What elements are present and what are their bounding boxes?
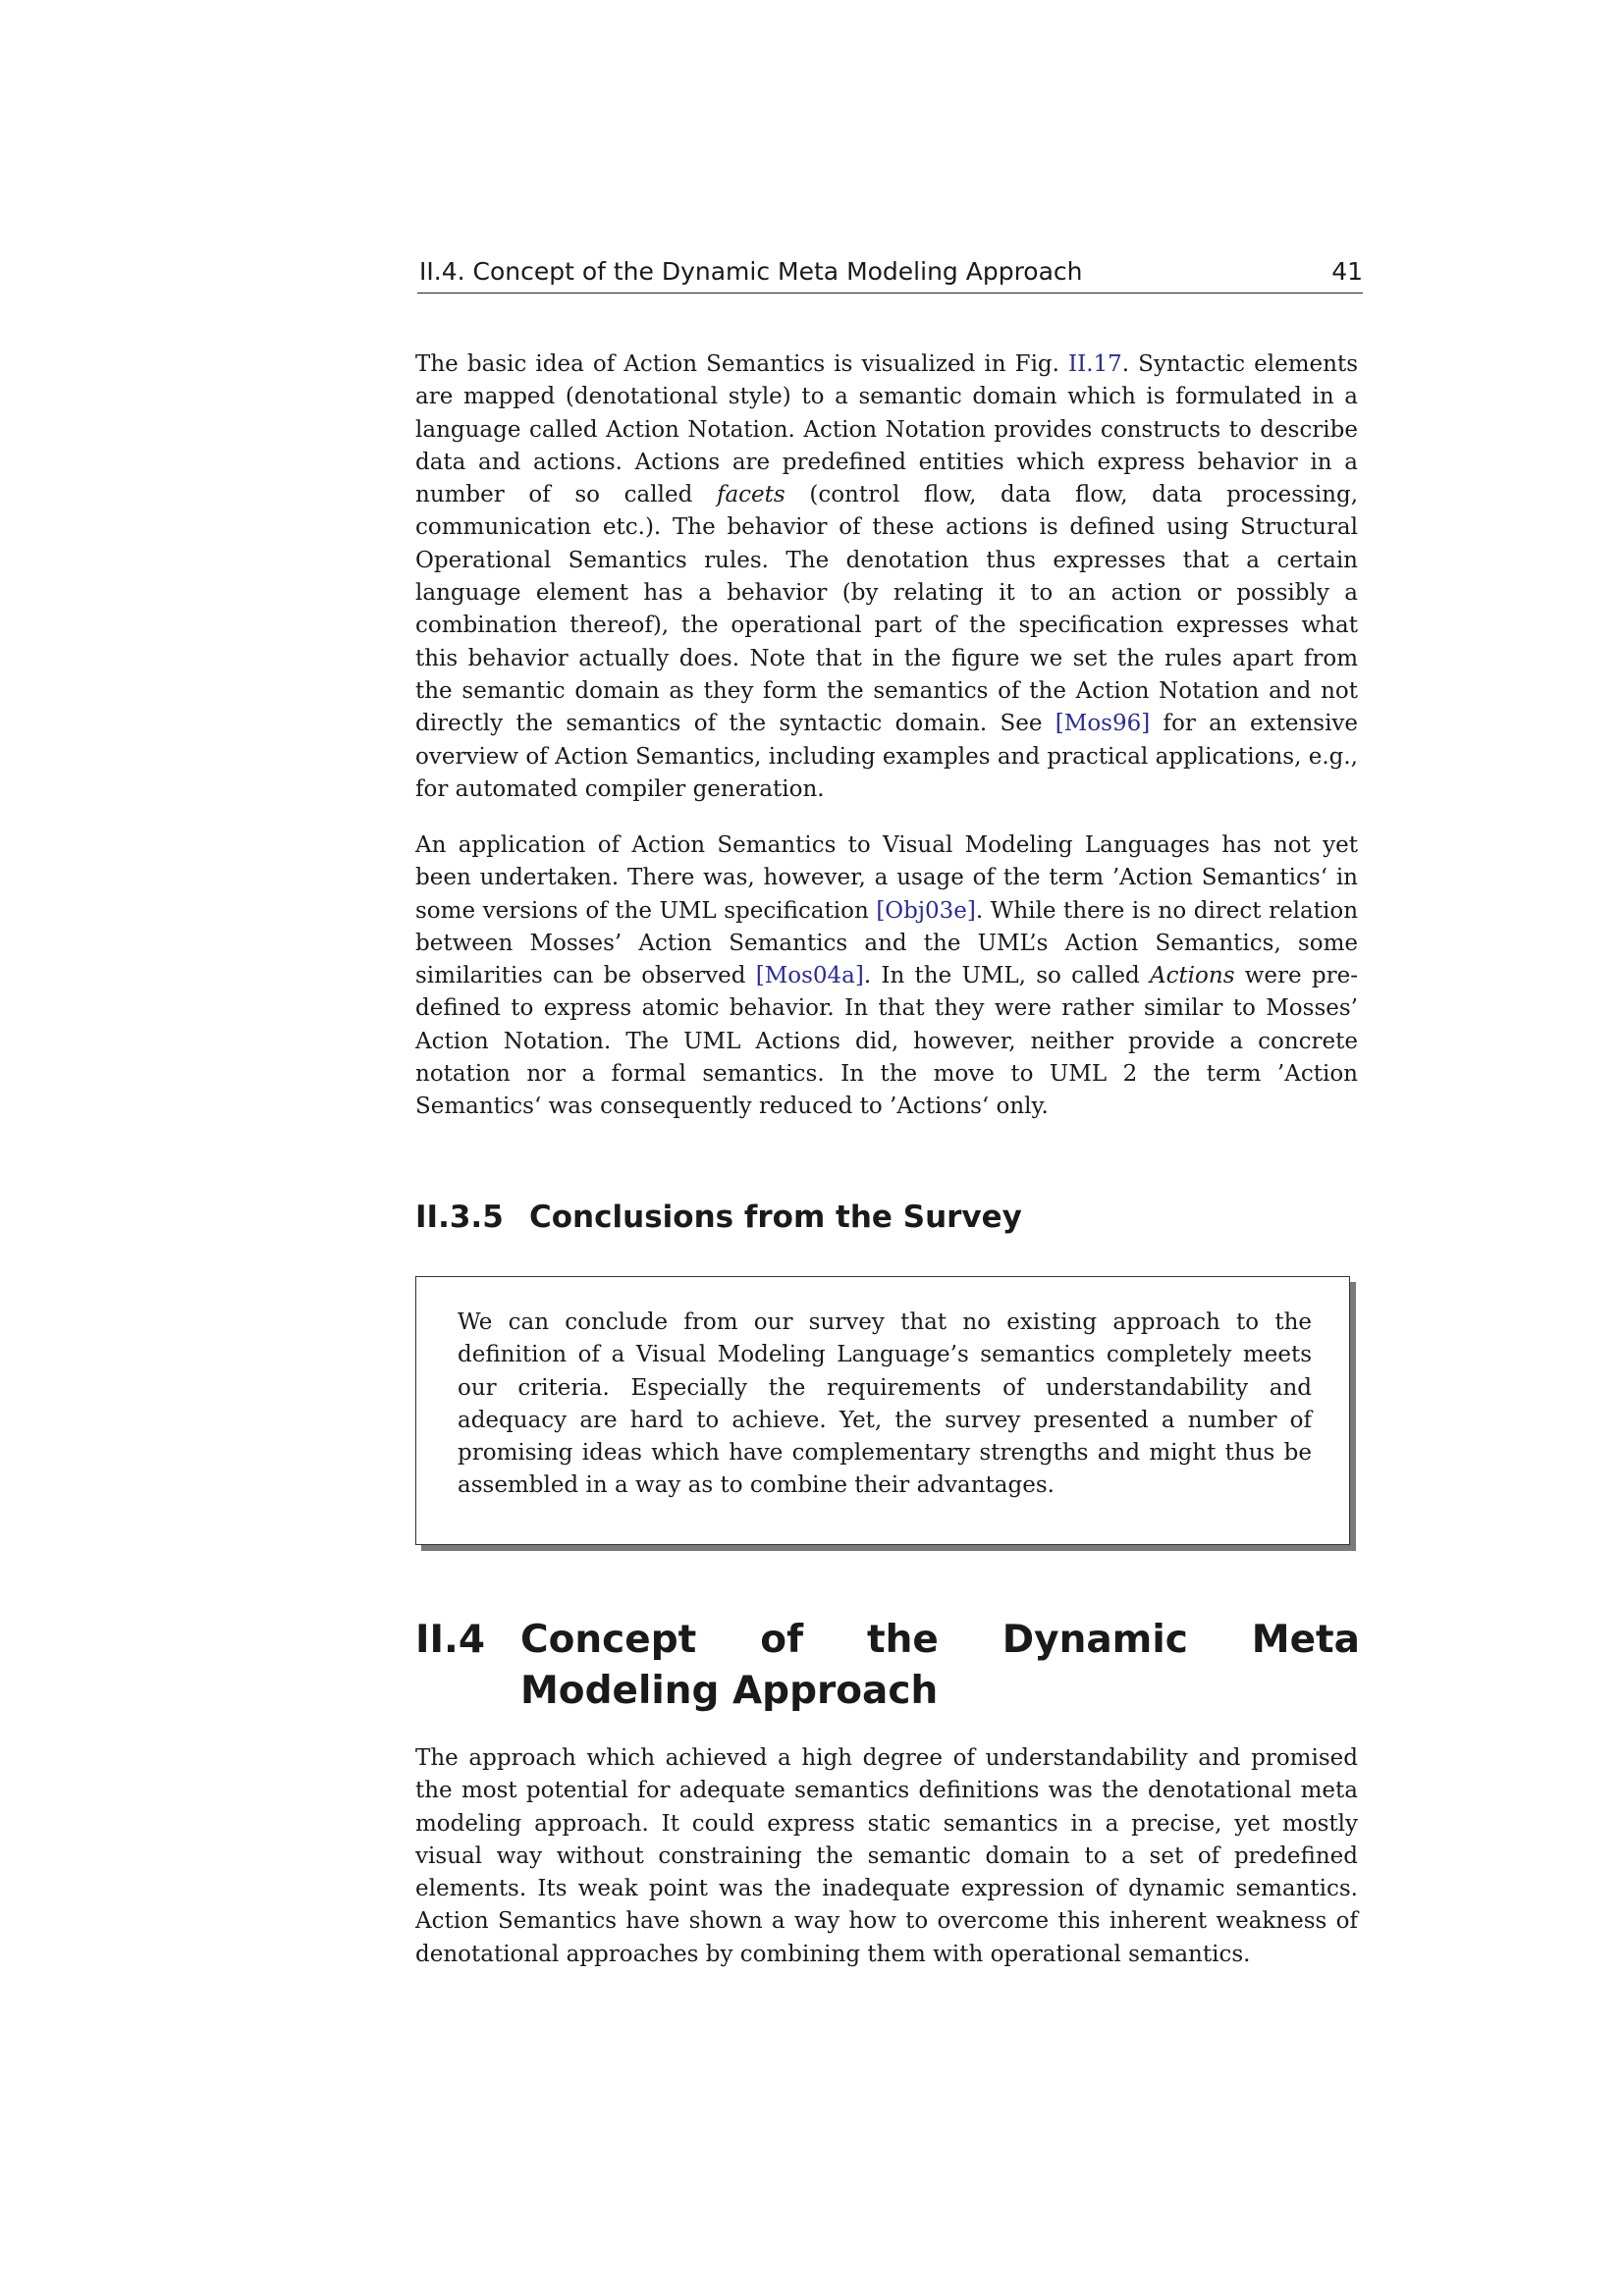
para1-text-2: . Syntactic elements are mapped (denotational style) to a semantic domain which is formulated in a language called Action Notation. Action Notation provides constructs to describe data and actions. Actions are predefined entities which express behavior in a number of so called [415,351,1359,508]
conclusion-box [415,1276,1350,1545]
actions-term: Actions [1149,963,1235,989]
paragraph-dmm-approach: The approach which achieved a high degree of understandability and promised the most potential for adequate semantics definitions was the denotational meta modeling approach. It could express static semantics in a precise, yet mostly visual way without constraining the semantic domain to a set of predefined elements. Its weak point was the inadequate expression of dynamic semantics. Action Semantics have shown a way how to overcome this inherent weakness of denotational approaches by combining them with operational semantics. [415,1745,1358,1967]
citation-mos04a-link[interactable]: [Mos04a] [755,963,864,989]
conclusion-text: We can conclude from our survey that no existing approach to the definition of a Visual Modeling Language’s semantics completely meets our criteria. Especially the requirements of understandability and adequacy are hard to achieve. Yet, the survey presented a number of promising ideas which have complementary strengths and might thus be assembled in a way as to combine their advantages. [458,1309,1312,1499]
subsection-heading [415,1198,1022,1237]
section-number: II.4 [415,1618,485,1662]
paragraph-action-semantics-idea [415,348,1358,806]
para1-text-4: for an extensive overview of Action Semantics, including examples and practical applications, e.g., for automated compiler generation. [415,711,1359,802]
paragraph-action-semantics-vml [415,829,1358,1124]
citation-obj03e-link[interactable]: [Obj03e] [876,897,976,924]
section-title: Concept of the Dynamic Meta Modeling Approach [520,1618,1360,1713]
para2-text-1: An application of Action Semantics to Visual Modeling Languages has not yet been undertaken. There was, however, a usage of the term ’Action Semantics‘ in some versions of the UML specification [415,832,1358,924]
para2-text-4: were pre-defined to express atomic behavior. In that they were rather similar to Mosses’ Action Notation. The UML Actions did, however, neither provide a concrete notation nor a formal semantics. In the move to UML 2 the term ’Action Semantics‘ was consequently reduced to ’Actions‘ only. [415,963,1358,1120]
figure-reference-link[interactable]: II.17 [1068,351,1122,377]
para2-text-3: . In the UML, so called [863,963,1140,989]
page-number: 41 [1331,257,1363,286]
para1-text-3: (control flow, data flow, data processing, communication etc.). The behavior of these actions is defined using Structural Operational Semantics rules. The denotation thus expresses that a certain language element has a behavior (by relating it to an action or possibly a combination thereof), the operational part of the specification expresses what this behavior actually does. Note that in the figure we set the rules apart from the semantic domain as they form the semantics of the Action Notation and not directly the semantics of the syntactic domain. See [415,482,1359,737]
citation-mos96-link[interactable]: [Mos96] [1055,711,1151,737]
running-header [417,257,1363,294]
para1-text-1: The basic idea of Action Semantics is visualized in Fig. [415,351,1059,377]
section-heading [415,1615,1360,1717]
subsection-number: II.3.5 [415,1200,504,1235]
running-title: II.4. Concept of the Dynamic Meta Modeling Approach [419,257,1083,286]
para2-text-2: . While there is no direct relation between Mosses’ Action Semantics and the UML’s Action Semantics, some similarities can be observed [415,897,1359,989]
facets-term: facets [716,482,785,508]
subsection-title: Conclusions from the Survey [529,1200,1022,1235]
